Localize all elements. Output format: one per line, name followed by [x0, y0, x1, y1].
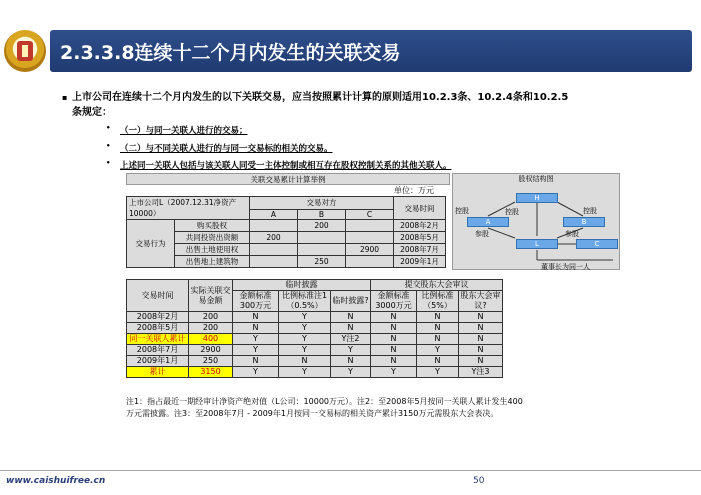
table-row-highlight — [127, 367, 503, 378]
row-value: N — [371, 356, 417, 367]
table-row-highlight — [127, 334, 503, 345]
col-a-header: A — [250, 209, 298, 219]
sub-bullet-2 — [106, 142, 333, 154]
row-value: N — [371, 323, 417, 334]
main-bullet-text: 上市公司在连续十二个月内发生的以下关联交易，应当按照累计计算的原则适用10.2.3条、10.2.4条和10.2.5条规定： — [72, 92, 569, 118]
logo-emblem — [17, 41, 33, 61]
node-c: C — [576, 239, 618, 249]
value-cell — [298, 244, 346, 256]
row-value: Y — [279, 323, 331, 334]
row-value: Y — [233, 367, 279, 378]
action-cell: 出售土地使用权 — [175, 244, 250, 256]
col-b-header: B — [298, 209, 346, 219]
row-value: N — [459, 323, 503, 334]
footnote: 注1：指占最近一期经审计净资产绝对值（L公司：10000万元）。注2：至2008年5月按同一关联人累计发生400万元需披露。注3：至2008年7月 - 2009年1月按同一交易标的相关资产累计3150万元需股东大会表决。 — [126, 397, 523, 418]
row-amount: 200 — [189, 323, 233, 334]
main-bullet — [62, 90, 572, 120]
page-title: 2.3.3.8连续十二个月内发生的关联交易 — [60, 41, 401, 64]
sub-bullet-3 — [106, 159, 452, 171]
sub-bullet-2-text: （二）与不同关联人进行的与同一交易标的相关的交易。 — [120, 144, 333, 154]
page-number: 50 — [473, 476, 485, 486]
footer-url[interactable]: www.caishuifree.cn — [6, 476, 106, 486]
hdr-d1: 金额标准300万元 — [233, 291, 279, 312]
row-value: Y — [233, 334, 279, 345]
time-cell: 2008年2月 — [394, 220, 446, 232]
row-value: Y — [279, 312, 331, 323]
row-value: N — [459, 345, 503, 356]
row-value: N — [371, 334, 417, 345]
row-value: N — [417, 334, 459, 345]
row-value: Y — [371, 367, 417, 378]
row-value: Y — [417, 367, 459, 378]
value-cell — [298, 232, 346, 244]
time-header: 交易时间 — [394, 197, 446, 220]
row-value: N — [233, 323, 279, 334]
hdr-amount: 实际关联交易金额 — [189, 280, 233, 312]
hdr-d3: 临时披露? — [331, 291, 371, 312]
label-holding-b: 控股 — [583, 207, 597, 215]
value-cell — [250, 244, 298, 256]
counterparty-header: 交易对方 — [250, 197, 394, 210]
row-amount: 250 — [189, 356, 233, 367]
table-row — [127, 356, 503, 367]
row-amount: 400 — [189, 334, 233, 345]
row-time: 累计 — [127, 367, 189, 378]
row-value: Y — [417, 345, 459, 356]
node-l: L — [516, 239, 558, 249]
unit-label: 单位：万元 — [394, 186, 434, 195]
row-time: 2008年5月 — [127, 323, 189, 334]
row-value: Y — [279, 367, 331, 378]
row-value: Y — [331, 367, 371, 378]
row-value: N — [459, 312, 503, 323]
label-same-chairman: 董事长为同一人 — [541, 263, 590, 271]
table-row — [127, 345, 503, 356]
row-value: N — [459, 334, 503, 345]
value-cell — [250, 256, 298, 268]
ownership-diagram — [452, 173, 620, 270]
row-value: Y — [331, 345, 371, 356]
action-cell: 购买股权 — [175, 220, 250, 232]
row-value: N — [417, 312, 459, 323]
hdr-approve: 提交股东大会审议 — [371, 280, 503, 291]
time-cell: 2009年1月 — [394, 256, 446, 268]
node-b: B — [563, 217, 605, 227]
row-value: N — [233, 356, 279, 367]
value-cell: 200 — [250, 232, 298, 244]
value-cell: 2900 — [346, 244, 394, 256]
row-value: N — [417, 323, 459, 334]
row-value: Y注3 — [459, 367, 503, 378]
hdr-a1: 金额标准3000万元 — [371, 291, 417, 312]
row-value: N — [279, 356, 331, 367]
time-cell: 2008年5月 — [394, 232, 446, 244]
row-value: N — [331, 312, 371, 323]
node-h: H — [516, 193, 558, 203]
row-time: 2008年2月 — [127, 312, 189, 323]
title-bar — [50, 30, 692, 72]
value-cell: 200 — [298, 220, 346, 232]
sub-bullet-3-text: 上述同一关联人包括与该关联人同受一主体控制或相互存在股权控制关系的其他关联人。 — [120, 161, 452, 171]
row-value: N — [371, 345, 417, 356]
row-value: N — [459, 356, 503, 367]
hdr-time: 交易时间 — [127, 280, 189, 312]
col-c-header: C — [346, 209, 394, 219]
diagram-title: 股权结构图 — [518, 175, 554, 183]
row-value: Y — [279, 334, 331, 345]
row-group-label: 交易行为 — [127, 220, 175, 268]
row-time: 2008年7月 — [127, 345, 189, 356]
bullet-dot-icon: ▪ — [62, 93, 68, 102]
table-row — [127, 323, 503, 334]
label-share-a: 参股 — [475, 230, 489, 238]
label-holding-a: 控股 — [455, 207, 469, 215]
table-row — [127, 312, 503, 323]
footer-divider — [0, 470, 701, 471]
row-amount: 3150 — [189, 367, 233, 378]
row-amount: 200 — [189, 312, 233, 323]
value-cell: 250 — [298, 256, 346, 268]
row-value: Y注2 — [331, 334, 371, 345]
row-value: Y — [233, 345, 279, 356]
node-a: A — [467, 217, 509, 227]
value-cell — [346, 220, 394, 232]
hdr-d2: 比例标准注1（0.5%） — [279, 291, 331, 312]
company-cell: 上市公司L（2007.12.31净资产10000） — [127, 197, 250, 220]
row-value: N — [417, 356, 459, 367]
row-value: N — [233, 312, 279, 323]
value-cell — [346, 232, 394, 244]
upper-table — [126, 196, 450, 268]
row-time: 2009年1月 — [127, 356, 189, 367]
action-cell: 出售地上建筑物 — [175, 256, 250, 268]
row-time: 同一关联人累计 — [127, 334, 189, 345]
time-cell: 2008年7月 — [394, 244, 446, 256]
bullet-dot-icon: • — [106, 142, 111, 150]
hdr-a3: 股东大会审议? — [460, 291, 501, 310]
hdr-a2: 比例标准（5%） — [417, 291, 459, 312]
sub-bullet-1-text: （一）与同一关联人进行的交易； — [120, 126, 248, 136]
hdr-disclose: 临时披露 — [233, 280, 371, 291]
bullet-dot-icon: • — [106, 124, 111, 132]
row-value: N — [331, 356, 371, 367]
upper-table-title: 关联交易累计计算举例 — [126, 173, 450, 185]
row-value: N — [371, 312, 417, 323]
row-value: Y — [279, 345, 331, 356]
label-holding-l: 控股 — [505, 208, 519, 216]
logo-icon — [4, 30, 46, 72]
value-cell — [250, 220, 298, 232]
sub-bullet-1 — [106, 124, 248, 136]
action-cell: 共同投资出资额 — [175, 232, 250, 244]
row-value: N — [331, 323, 371, 334]
value-cell — [346, 256, 394, 268]
label-share-b: 参股 — [565, 230, 579, 238]
bullet-dot-icon: • — [106, 159, 111, 167]
row-amount: 2900 — [189, 345, 233, 356]
lower-table — [126, 279, 503, 378]
